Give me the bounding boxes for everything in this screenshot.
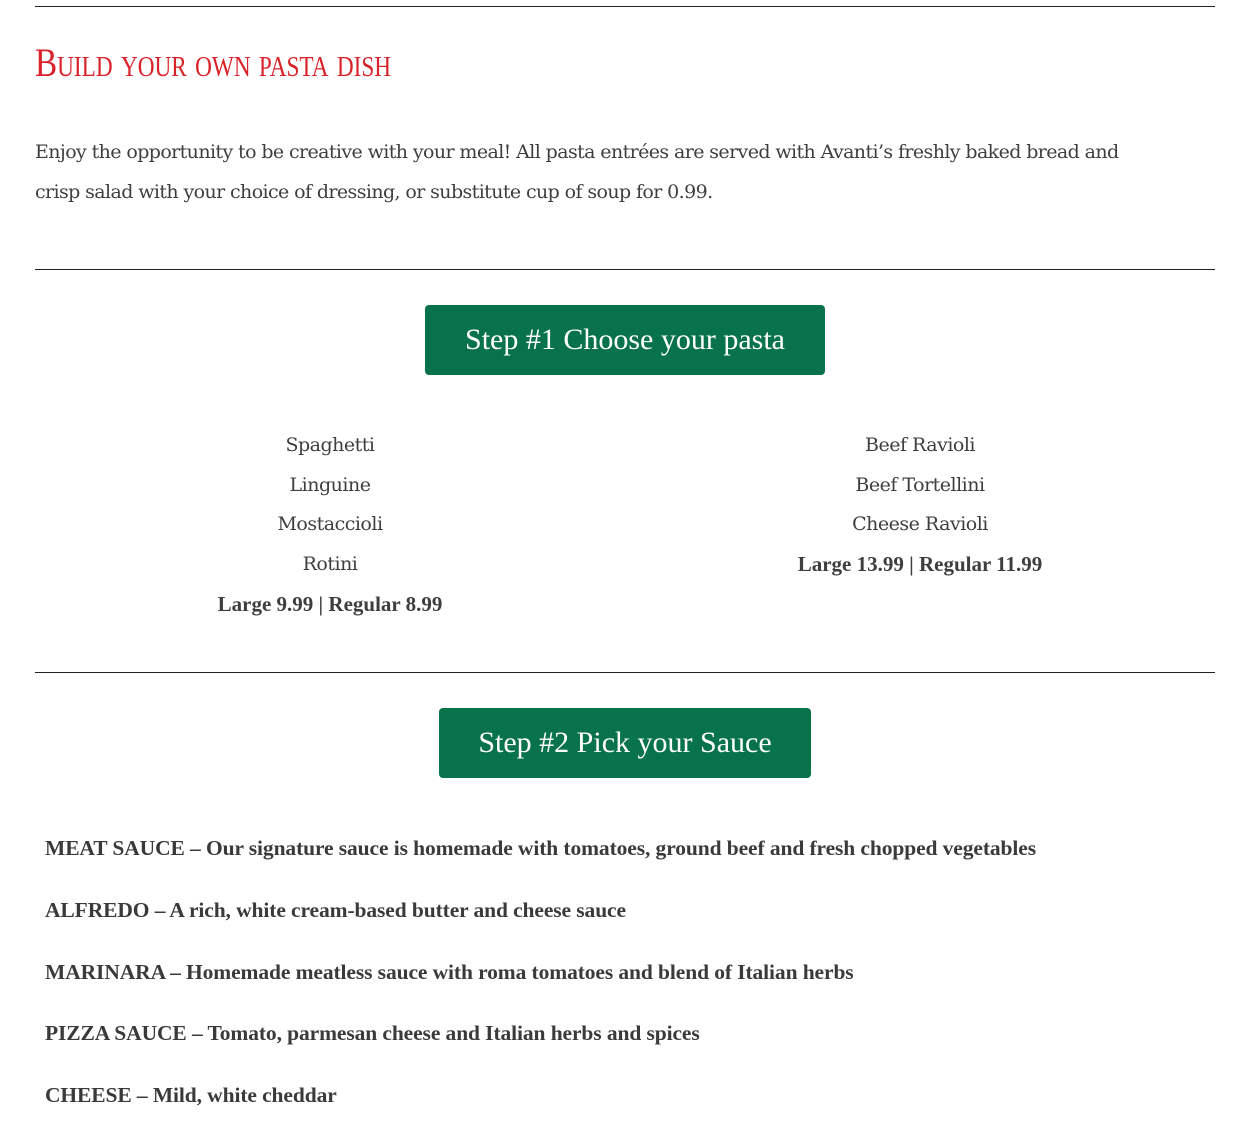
sauce-list <box>45 826 1225 1135</box>
sauce-item: MARINARA – Homemade meatless sauce with roma tomatoes and blend of Italian herbs <box>45 959 854 984</box>
pasta-item: Spaghetti <box>285 434 375 456</box>
section-divider-2 <box>35 672 1215 673</box>
pasta-column-left <box>130 426 530 624</box>
pasta-item: Linguine <box>289 473 371 496</box>
pasta-item: Rotini <box>302 553 358 576</box>
intro-paragraph: Enjoy the opportunity to be creative with your meal! All pasta entrées are served with Avanti’s freshly baked bread and crisp salad with your choice of dressing, or substitute cup of soup for 0.99. <box>35 141 1119 203</box>
page-title: Build your own pasta dish <box>35 40 392 85</box>
pasta-item: Mostaccioli <box>277 513 383 536</box>
step-1-button[interactable]: Step #1 Choose your pasta <box>425 305 825 375</box>
pasta-price-right: Large 13.99 | Regular 11.99 <box>797 552 1043 577</box>
pasta-item: Beef Ravioli <box>865 434 975 456</box>
sauce-item: CHEESE – Mild, white cheddar <box>45 1083 337 1108</box>
step-2-button[interactable]: Step #2 Pick your Sauce <box>439 708 811 778</box>
sauce-item: ALFREDO – A rich, white cream-based butter and cheese sauce <box>45 897 626 922</box>
pasta-item: Beef Tortellini <box>855 473 985 496</box>
sauce-item: PIZZA SAUCE – Tomato, parmesan cheese and Italian herbs and spices <box>45 1021 700 1046</box>
pasta-column-right <box>720 426 1120 585</box>
sauce-item: MEAT SAUCE – Our signature sauce is homemade with tomatoes, ground beef and fresh chopped vegetables <box>45 836 1036 860</box>
top-divider <box>35 6 1215 7</box>
pasta-price-left: Large 9.99 | Regular 8.99 <box>217 591 443 616</box>
pasta-item: Cheese Ravioli <box>852 513 988 536</box>
section-divider-1 <box>35 269 1215 270</box>
